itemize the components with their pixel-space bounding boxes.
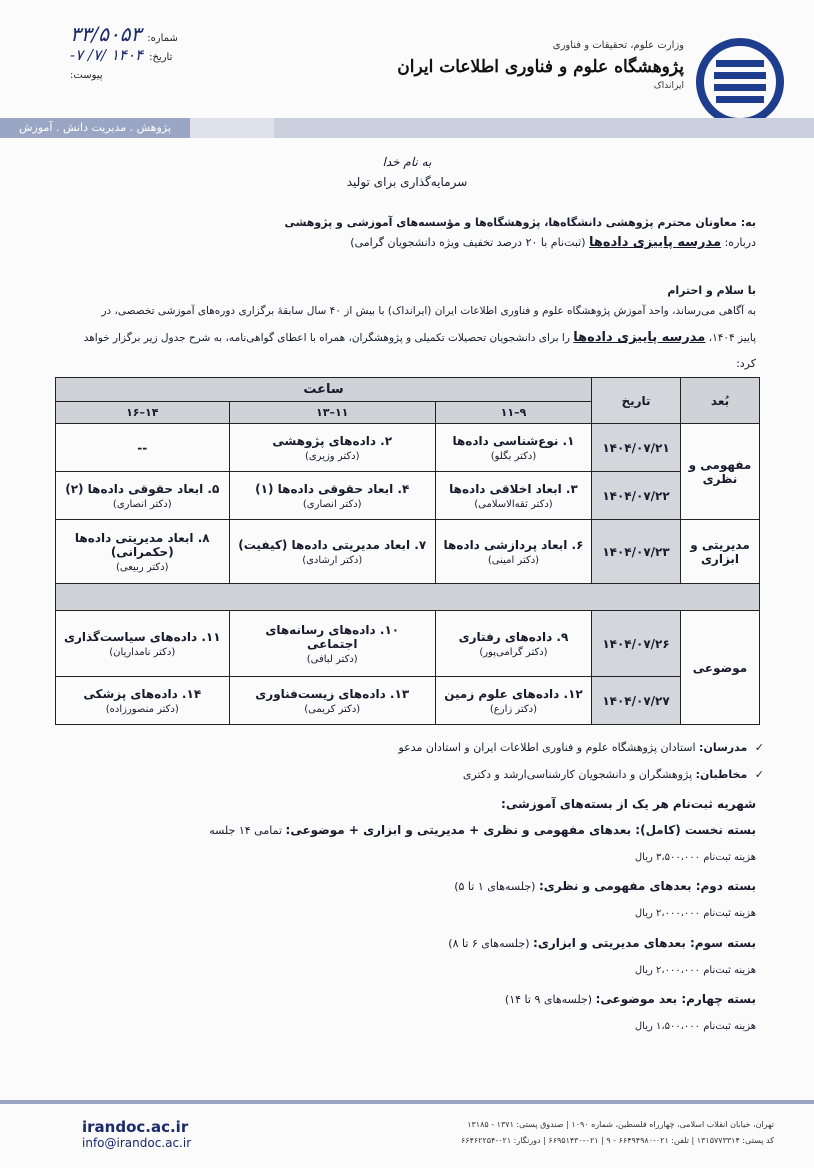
header-band-bar [274, 118, 814, 138]
package-detail: (جلسه‌های ۹ تا ۱۴) [504, 993, 593, 1006]
package-title: بسته سوم: بعدهای مدیریتی و ابزاری: [533, 936, 756, 950]
session-cell [435, 520, 591, 584]
session-cell [229, 424, 435, 472]
paragraph-line-1: به آگاهی می‌رساند، واحد آموزش پژوهشگاه علوم و فناوری اطلاعات ایران (ایرانداک) با بیش از ۴۰ سال سابقهٔ برگزاری دوره‌های آموزشی تخصصی، در [101, 305, 756, 317]
teachers-note [44, 740, 764, 756]
session-cell [229, 677, 435, 725]
session-cell [56, 677, 230, 725]
date-cell: ۱۴۰۴/۰۷/۲۶ [592, 611, 681, 677]
fee-heading: شهریه ثبت‌نام هر یک از بسته‌های آموزشی: [501, 797, 756, 811]
date-cell: ۱۴۰۴/۰۷/۲۳ [592, 520, 681, 584]
session-teacher: (دکتر امینی) [487, 554, 540, 566]
org-header [397, 40, 684, 91]
session-cell [56, 611, 230, 677]
subject-rest: (ثبت‌نام با ۲۰ درصد تخفیف ویژه دانشجویان گرامی) [350, 236, 586, 249]
session-teacher: (دکتر وزیری) [304, 450, 360, 462]
session-cell [56, 472, 230, 520]
session-teacher: (دکتر انصاری) [112, 498, 172, 510]
paragraph-season: پاییز ۱۴۰۴، [708, 332, 756, 344]
package-detail: تمامی ۱۴ جلسه [209, 824, 283, 837]
session-cell [435, 472, 591, 520]
schedule-table [55, 377, 760, 725]
session-title: ۶. ابعاد پردازشی داده‌ها [443, 537, 584, 552]
ministry-name: وزارت علوم، تحقیقات و فناوری [552, 40, 684, 51]
dimension-cell: موضوعی [681, 611, 760, 725]
session-cell [229, 611, 435, 677]
package-title: بسته چهارم: بعد موضوعی: [595, 992, 756, 1006]
package-fee: هزینه ثبت‌نام ۱،۵۰۰،۰۰۰ ریال [634, 1021, 756, 1032]
bismillah: به نام خدا [382, 155, 432, 169]
audience-note [44, 767, 764, 783]
session-title: -- [137, 440, 148, 455]
slogan: سرمایه‌گذاری برای تولید [346, 175, 468, 189]
session-title: ۲. داده‌های پژوهشی [272, 433, 393, 448]
package-4 [36, 991, 756, 1008]
header-time: ساعت [56, 378, 592, 402]
session-title: ۷. ابعاد مدیریتی داده‌ها (کیفیت) [238, 537, 427, 552]
session-title: ۱۰. داده‌های رسانه‌های [265, 622, 400, 637]
check-icon: ✓ [754, 741, 764, 754]
table-row [56, 611, 760, 677]
teachers-text: استادان پژوهشگاه علوم و فناوری اطلاعات ایران و استادان مدعو [398, 741, 696, 754]
package-1 [36, 822, 756, 839]
session-subtitle: اجتماعی [306, 636, 358, 651]
recipient-line: به: معاونان محترم پژوهشی دانشگاه‌ها، پژوهشگاه‌ها و مؤسسه‌های آموزشی و پژوهشی [284, 216, 756, 229]
session-teacher: (دکتر بگلو) [490, 450, 537, 462]
session-title: ۳. ابعاد اخلاقی داده‌ها [449, 481, 578, 496]
session-title: ۱۳. داده‌های زیست‌فناوری [255, 686, 410, 701]
session-title: ۱۴. داده‌های پزشکی [83, 686, 202, 701]
package-2 [36, 878, 756, 895]
table-row [56, 520, 760, 584]
session-teacher: (دکتر منصورزاده) [105, 703, 179, 715]
table-row [56, 424, 760, 472]
header-date: تاریخ [592, 378, 681, 424]
session-title: ۸. ابعاد مدیریتی داده‌ها [74, 530, 210, 545]
paragraph-line-3: کرد: [736, 357, 756, 370]
session-teacher: (دکتر انصاری) [302, 498, 362, 510]
check-icon: ✓ [754, 768, 764, 781]
slot-2: ۱۱–۱۳ [229, 402, 435, 424]
table-row [56, 677, 760, 725]
package-title: بسته نخست (کامل): بعدهای مفهومی و نظری + مدیریتی و ابزاری + موضوعی: [285, 823, 756, 837]
session-teacher: (دکتر نامداریان) [109, 646, 176, 658]
header-band [0, 118, 814, 138]
greeting: با سلام و احترام [667, 284, 756, 297]
header-band-label: پژوهش . مدیریت دانش . آموزش [0, 118, 190, 138]
footer-divider [0, 1100, 814, 1104]
session-cell [229, 520, 435, 584]
session-subtitle: (حکمرانی) [110, 544, 174, 559]
package-detail: (جلسه‌های ۶ تا ۸) [448, 937, 530, 950]
package-fee: هزینه ثبت‌نام ۲،۰۰۰،۰۰۰ ریال [634, 965, 756, 976]
session-cell [229, 472, 435, 520]
session-cell [435, 677, 591, 725]
email-link[interactable]: info@irandoc.ac.ir [82, 1136, 192, 1150]
session-title: ۱. نوع‌شناسی داده‌ها [452, 433, 575, 448]
letter-number-label: شماره: [147, 33, 178, 44]
letter-meta [70, 22, 200, 94]
session-title: ۱۲. داده‌های علوم زمین [444, 686, 583, 701]
session-title: ۴. ابعاد حقوقی داده‌ها (۱) [255, 481, 410, 496]
teachers-label: مدرسان: [699, 741, 748, 754]
letter-attach-label: پیوست: [70, 70, 103, 81]
letter-date-label: تاریخ: [149, 52, 173, 63]
session-teacher: (دکتر ثقه‌الاسلامی) [474, 498, 553, 510]
irandoc-logo-icon [696, 38, 784, 126]
paragraph-title: مدرسه پاییزی داده‌ها [573, 330, 706, 345]
footer-address: تهران، خیابان انقلاب اسلامی، چهارراه فلسطین، شماره ۱۰۹۰ | صندوق پستی: ۱۳۷۱ - ۱۳۱۸۵ [467, 1120, 774, 1129]
package-3 [36, 935, 756, 952]
slot-1: ۹–۱۱ [435, 402, 591, 424]
session-title: ۹. داده‌های رفتاری [458, 629, 569, 644]
session-teacher: (دکتر ربیعی) [115, 561, 169, 573]
date-cell: ۱۴۰۴/۰۷/۲۷ [592, 677, 681, 725]
dimension-cell: مفهومی و نظری [681, 424, 760, 520]
package-title: بسته دوم: بعدهای مفهومی و نظری: [538, 879, 756, 893]
subject-prefix: درباره: [724, 236, 756, 249]
date-cell: ۱۴۰۴/۰۷/۲۱ [592, 424, 681, 472]
session-teacher: (دکتر لبافی) [306, 653, 358, 665]
session-cell [56, 520, 230, 584]
package-fee: هزینه ثبت‌نام ۳،۵۰۰،۰۰۰ ریال [634, 852, 756, 863]
slot-3: ۱۴–۱۶ [56, 402, 230, 424]
session-cell [56, 424, 230, 472]
session-teacher: (دکتر کریمی) [304, 703, 361, 715]
session-teacher: (دکتر گرامی‌پور) [479, 646, 548, 658]
session-title: ۱۱. داده‌های سیاست‌گذاری [63, 629, 221, 644]
website-link[interactable]: irandoc.ac.ir [82, 1118, 189, 1136]
subject-title: مدرسه پاییزی داده‌ها [589, 235, 722, 250]
letter-number: ۳۳/۵۰۵۳ [70, 22, 142, 46]
audience-label: مخاطبان: [695, 768, 748, 781]
org-short-name: ایرانداک [653, 81, 684, 91]
session-cell [435, 611, 591, 677]
audience-text: پژوهشگران و دانشجویان کارشناسی‌ارشد و دکتری [462, 768, 693, 781]
session-teacher: (دکتر زارع) [489, 703, 538, 715]
letter-date: ۱۴۰۴ /۷/ ۷- [70, 46, 144, 64]
paragraph-line-2 [36, 330, 756, 346]
subject-line [36, 235, 756, 251]
header-dimension: بُعد [681, 378, 760, 424]
session-title: ۵. ابعاد حقوقی داده‌ها (۲) [65, 481, 220, 496]
paragraph-rest: را برای دانشجویان تحصیلات تکمیلی و پژوهشگران، همراه با اعطای گواهی‌نامه، به شرح جدول زیر برگزار خواهد [83, 332, 570, 344]
dimension-cell: مدیریتی و ابزاری [681, 520, 760, 584]
table-spacer-row [56, 584, 760, 611]
footer-phones: کد پستی: ۱۳۱۵۷۷۳۳۱۴ | تلفن: ۰۲۱-۶۶۴۹۴۹۸۰ - ۹ | ۰۲۱-۶۶۹۵۱۴۳۰ | دورنگار: ۰۲۱-۶۶۴۶۲۲۵۴ [460, 1136, 774, 1145]
table-row [56, 472, 760, 520]
date-cell: ۱۴۰۴/۰۷/۲۲ [592, 472, 681, 520]
package-detail: (جلسه‌های ۱ تا ۵) [454, 880, 536, 893]
session-cell [435, 424, 591, 472]
package-fee: هزینه ثبت‌نام ۲،۰۰۰،۰۰۰ ریال [634, 908, 756, 919]
session-teacher: (دکتر ارشادی) [302, 554, 363, 566]
org-name: پژوهشگاه علوم و فناوری اطلاعات ایران [397, 57, 684, 77]
